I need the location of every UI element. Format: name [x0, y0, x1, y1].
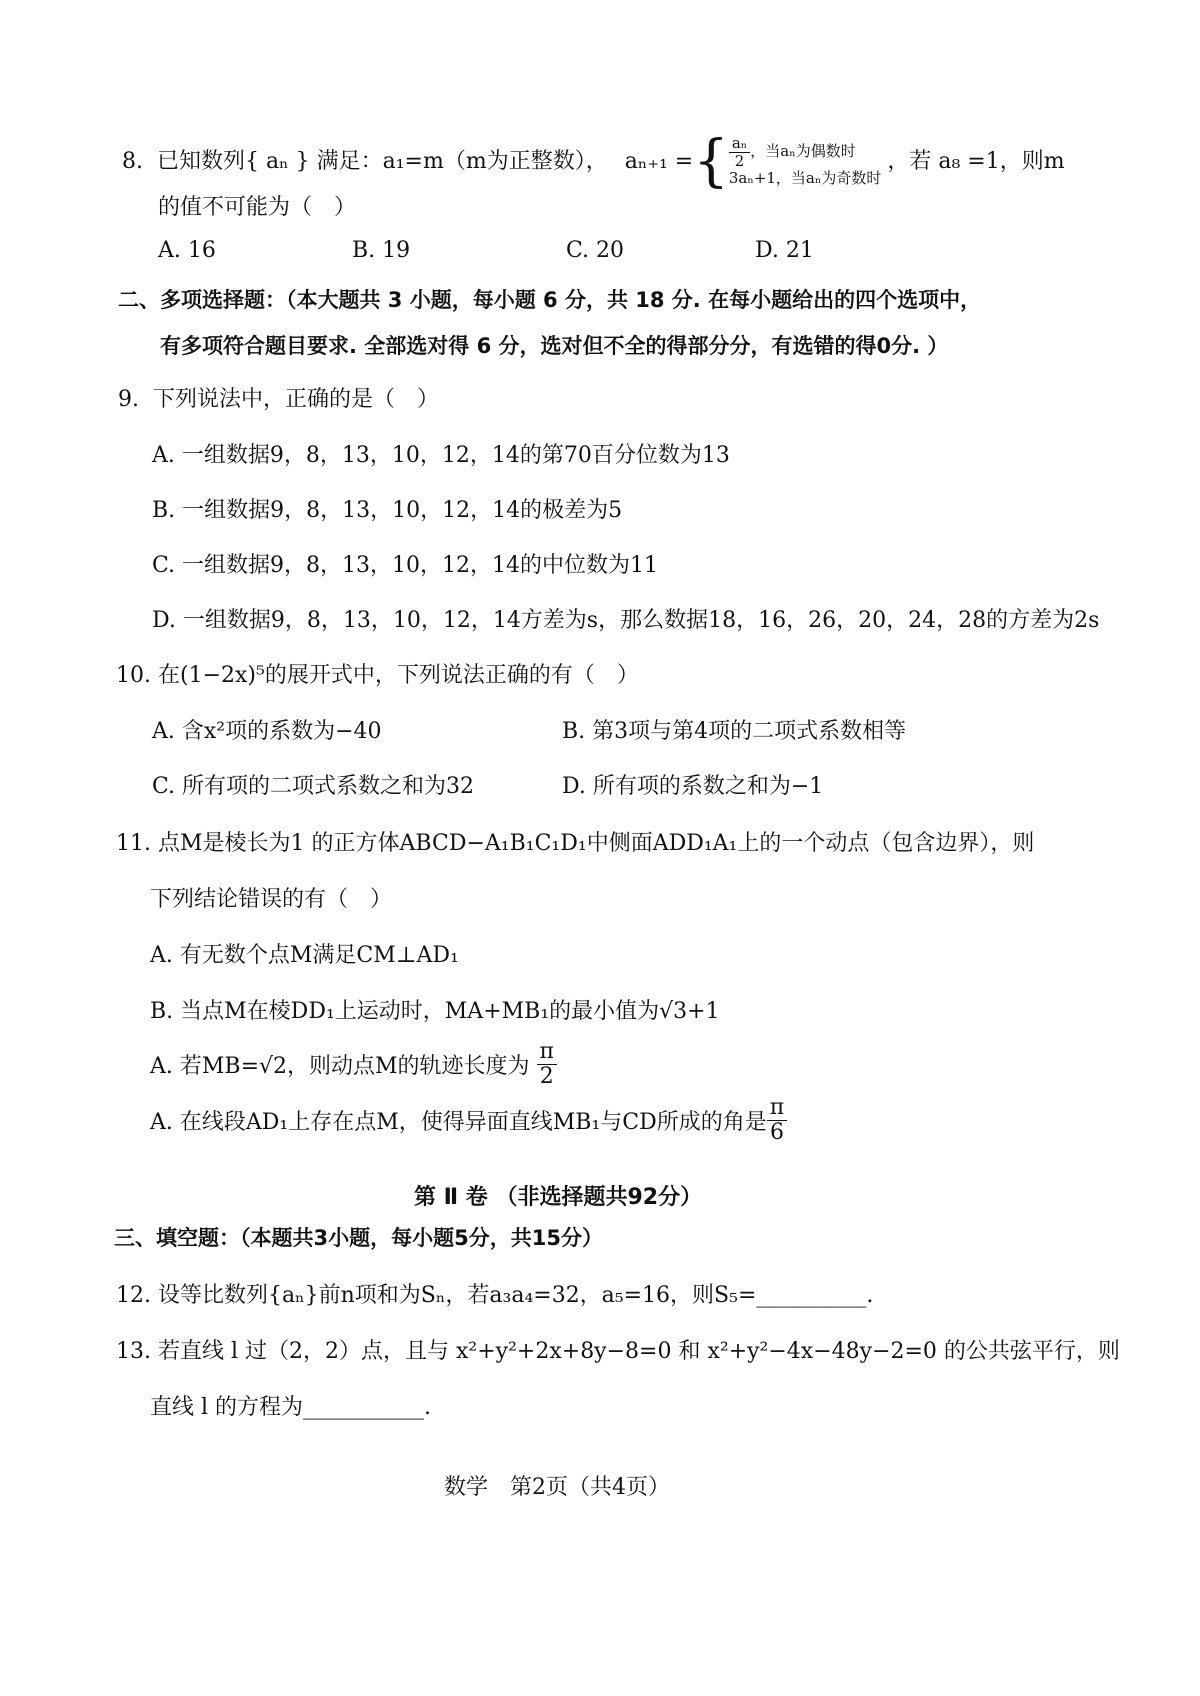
q11-option-c-frac — [537, 1040, 557, 1089]
q11-option-c-den: 2 — [539, 1064, 554, 1090]
section2-line2: 有多项符合题目要求. 全部选对得 6 分，选对但不全的得部分分，有选错的得0分. ） — [160, 334, 949, 358]
page-footer: 数学 第2页（共4页） — [444, 1475, 670, 1500]
q12-number: 12. — [116, 1283, 151, 1308]
q11-option-c-text: A. 若MB=√2，则动点M的轨迹长度为 — [150, 1054, 530, 1080]
q13-number: 13. — [116, 1339, 151, 1364]
q11-option-d-frac — [767, 1096, 787, 1145]
q11-option-d-num: π — [767, 1096, 787, 1121]
q11-number: 11. — [116, 831, 151, 856]
q8-case2: 3aₙ+1，当aₙ为奇数时 — [728, 169, 882, 188]
q10-stem-line — [116, 658, 639, 689]
q8-stem-c: 的值不可能为（ ） — [158, 195, 357, 220]
q11-option-c-num: π — [537, 1040, 557, 1065]
q8-stem-b: ，若 a₈ =1，则m — [887, 149, 1065, 174]
q8-brace: { — [693, 129, 729, 194]
q11-option-d-den: 6 — [769, 1120, 784, 1146]
q8-piecewise — [729, 135, 882, 189]
q8-option-b: B. 19 — [352, 238, 411, 263]
q10-stem: 在(1−2x)⁵的展开式中，下列说法正确的有（ ） — [158, 663, 639, 688]
q8-case1-den: 2 — [734, 151, 745, 170]
q10-option-b: B. 第3项与第4项的二项式系数相等 — [562, 719, 907, 744]
q11-option-b: B. 当点M在棱DD₁上运动时，MA+MB₁的最小值为√3+1 — [150, 999, 720, 1024]
q8-option-d: D. 21 — [755, 238, 814, 263]
q9-number: 9. — [118, 387, 139, 412]
q8-case1 — [729, 135, 882, 169]
q9-option-c: C. 一组数据9，8，13，10，12，14的中位数为11 — [152, 553, 659, 578]
q8-option-a: A. 16 — [158, 238, 216, 263]
q9-stem-line — [118, 382, 439, 413]
q11-stem-line2: 下列结论错误的有（ ） — [150, 887, 393, 912]
q8-case1-cond: ，当aₙ为偶数时 — [750, 142, 856, 161]
q11-option-d-text: A. 在线段AD₁上存在点M，使得异面直线MB₁与CD所成的角是 — [150, 1110, 767, 1136]
section3-header: 三、填空题：（本题共3小题，每小题5分，共15分） — [114, 1226, 603, 1250]
q8-option-c: C. 20 — [566, 238, 625, 263]
section2-line1: 二、多项选择题：（本大题共 3 小题，每小题 6 分，共 18 分. 在每小题给出的四个选项中， — [118, 288, 982, 312]
q9-option-d: D. 一组数据9，8，13，10，12，14方差为s，那么数据18，16，26，20，24，28的方差为2s — [152, 608, 1100, 633]
q10-number: 10. — [116, 663, 151, 688]
part2-title: 第 Ⅱ 卷 （非选择题共92分） — [414, 1185, 703, 1210]
q10-option-a: A. 含x²项的系数为−40 — [152, 719, 382, 744]
q13-line2: 直线 l 的方程为___________. — [150, 1395, 432, 1420]
q13-stem-1: 若直线 l 过（2，2）点，且与 x²+y²+2x+8y−8=0 和 x²+y²−4x−48y−2=0 的公共弦平行，则 — [158, 1339, 1120, 1364]
q11-option-c — [150, 1040, 557, 1089]
q8-case1-frac — [729, 135, 750, 169]
q12-line — [116, 1278, 873, 1309]
q11-stem-1: 点M是棱长为1 的正方体ABCD−A₁B₁C₁D₁中侧面ADD₁A₁上的一个动点（包含边界），则 — [158, 831, 1035, 856]
q9-option-a: A. 一组数据9，8，13，10，12，14的第70百分位数为13 — [152, 443, 730, 468]
q11-stem-line1 — [116, 826, 1034, 857]
q11-option-d — [150, 1096, 787, 1145]
q8-number: 8. — [122, 149, 143, 174]
q8-case1-num: aₙ — [729, 135, 750, 153]
q9-stem: 下列说法中，正确的是（ ） — [153, 387, 440, 412]
q8-stem-a: 已知数列{ aₙ } 满足：a₁=m（m为正整数）， — [157, 149, 608, 174]
q11-option-a: A. 有无数个点M满足CM⊥AD₁ — [150, 943, 459, 968]
q8-line1 — [122, 129, 1065, 194]
q8-seq-lhs: aₙ₊₁ = — [624, 149, 694, 174]
q12-stem: 设等比数列{aₙ}前n项和为Sₙ，若a₃a₄=32，a₅=16，则S₅=__________. — [158, 1283, 874, 1308]
q10-option-d: D. 所有项的系数之和为−1 — [562, 774, 824, 799]
q13-line1 — [116, 1334, 1120, 1365]
q10-option-c: C. 所有项的二项式系数之和为32 — [152, 774, 475, 799]
q9-option-b: B. 一组数据9，8，13，10，12，14的极差为5 — [152, 498, 623, 523]
